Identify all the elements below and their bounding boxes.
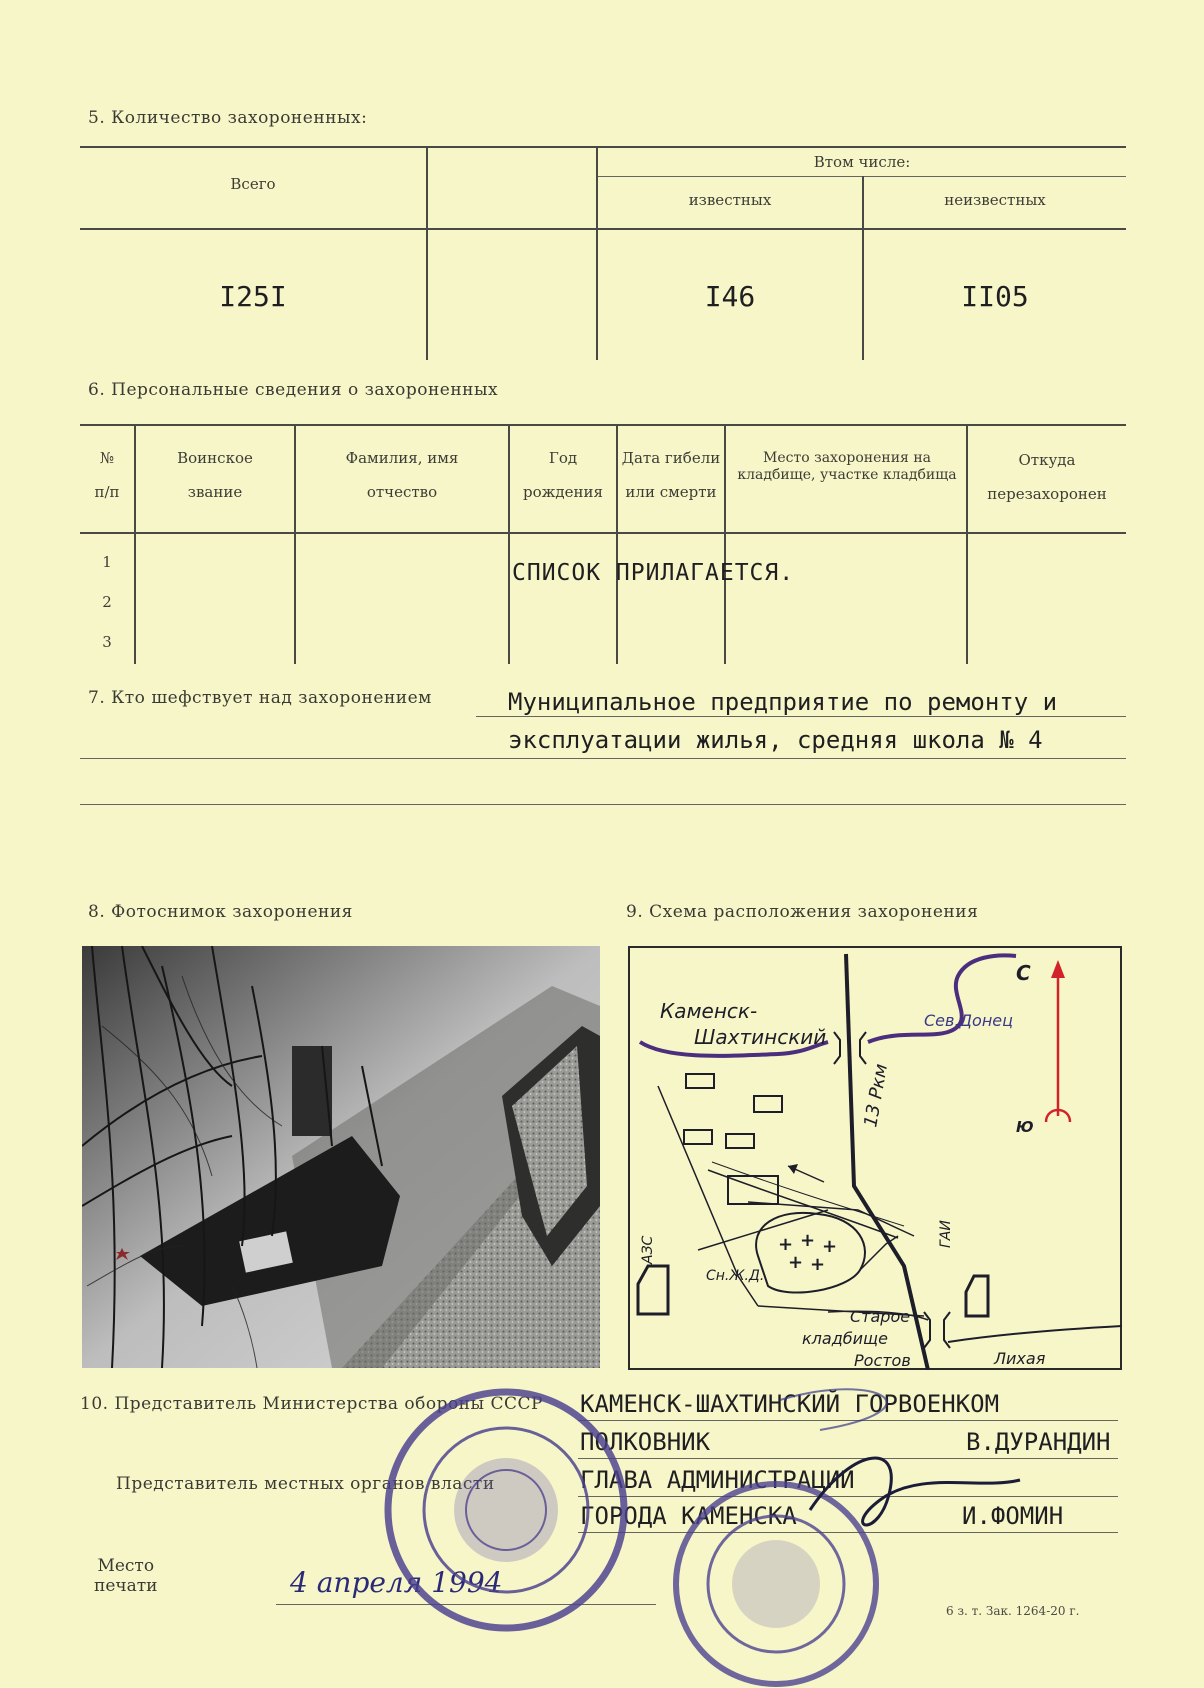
section6-title: 6. Персональные сведения о захороненных (88, 380, 499, 400)
stamps-and-signatures (380, 1380, 1120, 1688)
patron-line-1: Муниципальное предприятие по ремонту и (508, 688, 1058, 716)
table5-divider (426, 146, 428, 360)
col-known-header: известных (688, 191, 772, 209)
svg-text:+: + (800, 1230, 816, 1251)
map-label-south: Ю (1016, 1118, 1034, 1136)
location-scheme-map (628, 946, 1122, 1370)
signing-date: 4 апреля 1994 (290, 1566, 503, 1599)
unknown-buried-value: II05 (961, 280, 1029, 313)
mo-organization: КАМЕНСК-ШАХТИНСКИЙ ГОРВОЕНКОМ (580, 1390, 1000, 1418)
header-rank-line2: звание (187, 483, 243, 502)
section7-title: 7. Кто шефствует над захоронением (88, 688, 432, 708)
header-year (510, 448, 616, 503)
col-unknown-header: неизвестных (944, 191, 1046, 209)
mo-rank: ПОЛКОВНИК (580, 1428, 711, 1456)
local-authority-label: Представитель местных органов власти (116, 1474, 495, 1494)
print-code: 6 з. т. Зак. 1264-20 г. (946, 1604, 1080, 1618)
map-label-city: Каменск- (660, 999, 758, 1023)
burial-photo (82, 946, 600, 1368)
patron-line-2: эксплуатации жилья, средняя школа № 4 (508, 726, 1043, 754)
stamp-place-label (94, 1556, 158, 1596)
header-name (296, 448, 508, 503)
patron-rule-1 (476, 716, 1126, 717)
row-number: 1 (102, 553, 112, 571)
table6-header-rule (80, 532, 1126, 534)
signature-local (810, 1458, 1020, 1525)
map-label-highway: 13 Ркм (860, 1062, 893, 1129)
patron-rule-3 (80, 804, 1126, 805)
header-num (80, 448, 134, 503)
signature-mo (780, 1389, 887, 1430)
stamp-place-line1: Место (97, 1556, 155, 1576)
map-label-donets: Сев.Донец (924, 1011, 1014, 1030)
map-label-snid: Сн.Ж.Д. (706, 1268, 765, 1284)
svg-text:+: + (778, 1234, 794, 1255)
local-signatory-name: И.ФОМИН (962, 1502, 1064, 1530)
header-rank-line1: Воинское (177, 449, 253, 467)
section8-title: 8. Фотоснимок захоронения (88, 902, 353, 922)
svg-text:+: + (822, 1236, 838, 1257)
map-label-azs: АЗС (640, 1235, 656, 1264)
header-date (618, 448, 724, 503)
local-position-1: ГЛАВА АДМИНИСТРАЦИИ (580, 1466, 855, 1494)
header-from-line2: перезахоронен (987, 485, 1107, 504)
local-position-2: ГОРОДА КАМЕНСКА (580, 1502, 797, 1530)
map-label-cemetery: кладбище (802, 1329, 888, 1348)
header-year-line1: Год (548, 449, 578, 467)
known-buried-value: I46 (704, 280, 756, 313)
map-label-likhaya: Лихая (994, 1349, 1046, 1368)
map-label-cemetery: Старое (850, 1307, 911, 1326)
table6-divider (724, 424, 726, 664)
table5-top-rule (80, 146, 1126, 148)
section9-title: 9. Схема расположения захоронения (626, 902, 979, 922)
map-label-rostov: Ростов (854, 1351, 911, 1370)
round-stamp-military-commissariat (388, 1392, 624, 1628)
mo-signatory-name: В.ДУРАНДИН (966, 1428, 1111, 1456)
map-label-city: Шахтинский (694, 1025, 827, 1049)
col-total-header: Всего (230, 175, 276, 193)
col-including-header: Втом числе: (813, 153, 911, 171)
header-year-line2: рождения (522, 483, 603, 502)
header-num-line2: п/п (94, 483, 120, 502)
header-from (968, 450, 1126, 505)
list-attached-note: СПИСОК ПРИЛАГАЕТСЯ. (512, 560, 795, 586)
table5-header-rule (80, 228, 1126, 230)
svg-text:+: + (788, 1252, 804, 1273)
header-date-line1: Дата гибели (621, 449, 721, 467)
header-num-line1: № (99, 449, 115, 467)
map-label-north: С (1016, 961, 1031, 985)
map-label-gai: ГАИ (938, 1220, 954, 1248)
svg-text:+: + (810, 1254, 826, 1275)
stamp-place-line2: печати (94, 1576, 158, 1596)
row-number: 3 (102, 633, 112, 651)
table5-divider (596, 146, 598, 360)
row-number: 2 (102, 593, 112, 611)
total-buried-value: I25I (219, 280, 287, 313)
header-rank (136, 448, 294, 503)
section10-title: 10. Представитель Министерства обороны СССР (80, 1394, 543, 1414)
header-date-line2: или смерти (625, 483, 717, 502)
header-name-line2: отчество (366, 483, 438, 502)
header-place: Место захоронения на кладбище, участке кладбища (737, 450, 957, 483)
round-stamp-administration (676, 1484, 876, 1684)
table6-top-rule (80, 424, 1126, 426)
header-name-line1: Фамилия, имя (345, 449, 459, 467)
section5-title: 5. Количество захороненных: (88, 108, 368, 128)
header-from-line1: Откуда (1018, 451, 1076, 469)
patron-rule-2 (80, 758, 1126, 759)
